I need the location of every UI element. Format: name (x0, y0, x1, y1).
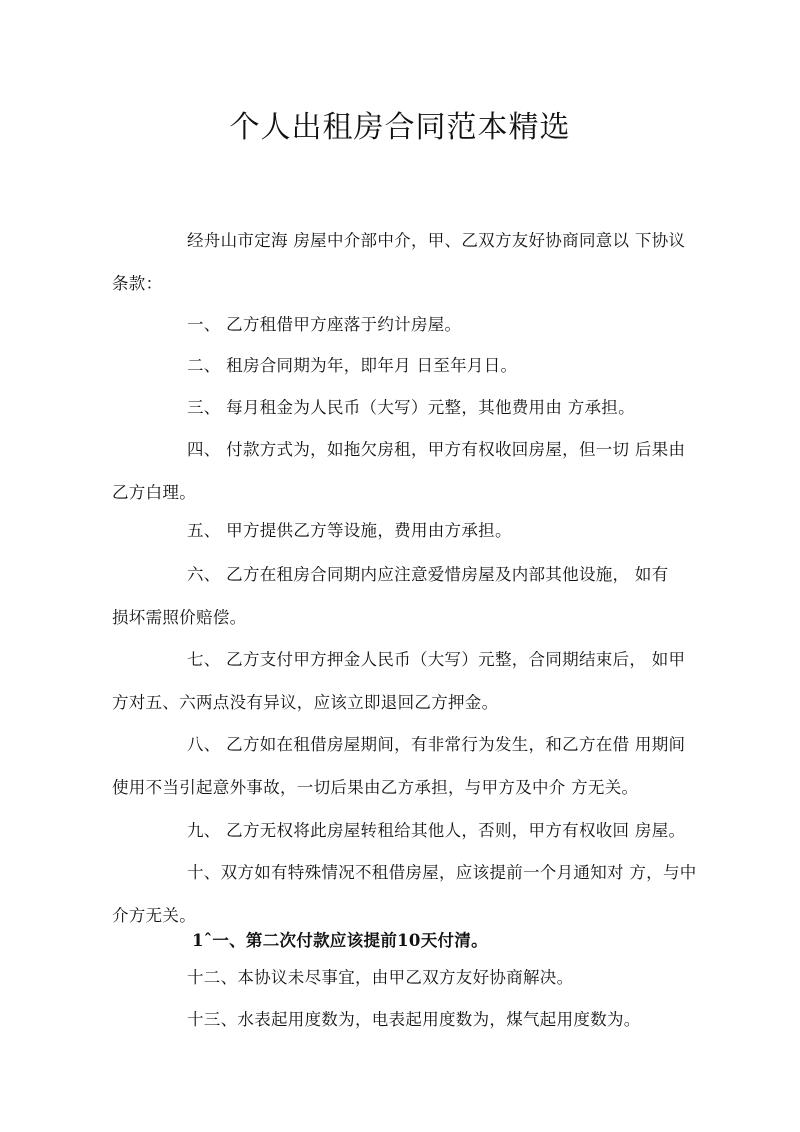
paragraph-line: 1ˆ一、第二次付款应该提前10天付清。 (192, 931, 488, 950)
document-title: 个人出租房合同范本精选 (229, 110, 571, 145)
clause-2 (112, 355, 692, 377)
paragraph-line: 六、 乙方在租房合同期内应注意爱惜房屋及内部其他设施， 如有 (187, 565, 669, 584)
clause-13 (112, 1009, 692, 1031)
clause-3 (112, 397, 692, 419)
paragraph-line: 三、 每月租金为人民币（大写）元整，其他费用由 方承担。 (187, 398, 635, 417)
clause-11 (112, 930, 692, 952)
clause-5 (112, 520, 692, 542)
paragraph-line: 方对五、六两点没有异议，应该立即退回乙方押金。 (112, 693, 499, 712)
paragraph-line: 十三、水表起用度数为，电表起用度数为，煤气起用度数为。 (187, 1010, 641, 1029)
paragraph-line: 介方无关。 (112, 906, 196, 925)
clause-12 (112, 967, 692, 989)
paragraph-line: 乙方白理。 (112, 483, 196, 502)
clause-1 (112, 314, 692, 336)
paragraph-line: 一、 乙方租借甲方座落于约计房屋。 (187, 315, 462, 334)
paragraph-line: 七、 乙方支付甲方押金人民币（大写）元整，合同期结束后， 如甲 (187, 650, 686, 669)
paragraph-line: 经舟山市定海 房屋中介部中介，甲、乙双方友好协商同意以 下协议 (187, 231, 686, 250)
clause-6 (112, 564, 692, 629)
paragraph-line: 八、 乙方如在租借房屋期间，有非常行为发生，和乙方在借 用期间 (187, 735, 686, 754)
paragraph-line: 十、双方如有特殊情况不租借房屋，应该提前一个月通知对 方，与中 (187, 863, 697, 882)
paragraph-line: 二、 租房合同期为年，即年月 日至年月日。 (187, 356, 518, 375)
clause-8 (112, 734, 692, 799)
paragraph-intro (112, 230, 692, 295)
paragraph-line: 条款： (112, 274, 163, 293)
paragraph-line: 使用不当引起意外事故，一切后果由乙方承担，与甲方及中介 方无关。 (112, 778, 639, 797)
clause-10 (112, 862, 697, 927)
paragraph-line: 损坏需照价赔偿。 (112, 608, 247, 627)
clause-9 (112, 820, 692, 842)
clause-7 (112, 649, 692, 714)
clause-4 (112, 439, 692, 504)
paragraph-line: 九、 乙方无权将此房屋转租给其他人，否则，甲方有权收回 房屋。 (187, 821, 686, 840)
paragraph-line: 十二、本协议未尽事宜，由甲乙双方友好协商解决。 (187, 968, 574, 987)
paragraph-line: 五、 甲方提供乙方等设施，费用由方承担。 (187, 521, 512, 540)
paragraph-line: 四、 付款方式为，如拖欠房租，甲方有权收回房屋，但一切 后果由 (187, 440, 686, 459)
